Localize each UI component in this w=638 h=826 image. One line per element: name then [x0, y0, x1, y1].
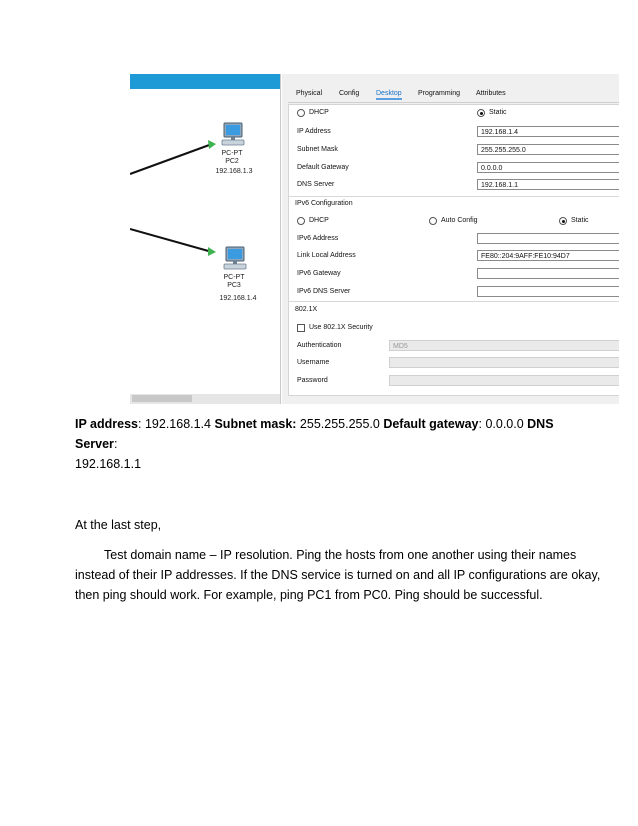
dns-server-label: DNS Server	[297, 181, 335, 188]
tab-attributes[interactable]: Attributes	[476, 90, 506, 97]
authentication-select[interactable]: MD5	[389, 340, 619, 351]
tab-config[interactable]: Config	[339, 90, 360, 97]
dot1x-section-label: 802.1X	[295, 306, 318, 313]
ipv6-auto-config-radio[interactable]	[429, 217, 437, 225]
dns-server-colon: :	[113, 437, 118, 451]
instructions-line-3: then ping should work. For example, ping PC1 from PC0. Ping should be successful.	[75, 588, 543, 602]
instructions-line-2: instead of their IP addresses. If the DNS service is turned on and all IP configurations are okay,	[75, 568, 601, 582]
authentication-label: Authentication	[297, 342, 342, 349]
password-label: Password	[297, 377, 328, 384]
tab-desktop[interactable]: Desktop	[376, 90, 402, 100]
subnet-mask-term: Subnet mask:	[214, 417, 297, 431]
pc3-name-label: PC3	[227, 282, 241, 289]
topology-horizontal-scrollbar[interactable]	[130, 394, 280, 404]
ipv6-dns-server-label: IPv6 DNS Server	[297, 288, 351, 295]
dns-server-value: 192.168.1.1	[75, 457, 142, 471]
topology-links	[130, 74, 280, 394]
link-status-pc2-icon	[208, 140, 216, 149]
pc2-ip-label: 192.168.1.3	[215, 168, 253, 175]
ip-address-value: : 192.168.1.4	[138, 417, 215, 431]
scrollbar-thumb[interactable]	[132, 395, 192, 402]
ipv6-address-field[interactable]	[477, 233, 619, 244]
dot1x-divider	[289, 301, 619, 302]
ip-address-label: IP Address	[297, 128, 331, 135]
ipv6-static-label: Static	[571, 217, 589, 224]
pc2-name-label: PC2	[225, 158, 239, 165]
ipv4-static-label: Static	[489, 109, 507, 116]
dns-server-term: DNS Server	[75, 417, 554, 451]
default-gateway-label: Default Gateway	[297, 164, 349, 171]
ipv6-address-label: IPv6 Address	[297, 235, 339, 242]
ip-address-term: IP address	[75, 417, 139, 431]
use-8021x-checkbox[interactable]	[297, 324, 305, 332]
topology-workspace	[130, 74, 281, 404]
username-label: Username	[297, 359, 330, 366]
pc3-ip-label: 192.168.1.4	[219, 295, 257, 302]
default-gateway-term: Default gateway	[383, 417, 479, 431]
link-pc2	[130, 144, 212, 174]
device-config-panel	[282, 74, 619, 404]
last-step-heading: At the last step,	[75, 518, 162, 532]
panel-tabs	[288, 88, 619, 103]
pc3-computer-icon[interactable]	[222, 246, 248, 272]
link-local-address-field[interactable]: FE80::204:9AFF:FE10:94D7	[477, 250, 619, 261]
ipv6-dhcp-radio[interactable]	[297, 217, 305, 225]
ip-summary-paragraph	[75, 414, 595, 474]
password-field[interactable]	[389, 375, 619, 386]
username-field[interactable]	[389, 357, 619, 368]
subnet-mask-field[interactable]: 255.255.255.0	[477, 144, 619, 155]
use-8021x-label: Use 802.1X Security	[309, 324, 373, 331]
link-pc3	[130, 229, 212, 252]
subnet-mask-label: Subnet Mask	[297, 146, 338, 153]
pc3-type-label: PC-PT	[223, 274, 245, 281]
ipv6-gateway-field[interactable]	[477, 268, 619, 279]
dns-server-field[interactable]: 192.168.1.1	[477, 179, 619, 190]
default-gateway-value: : 0.0.0.0	[478, 417, 528, 431]
ipv6-dhcp-label: DHCP	[309, 217, 329, 224]
ip-configuration-form	[288, 104, 619, 396]
ipv6-gateway-label: IPv6 Gateway	[297, 270, 341, 277]
ipv4-dhcp-label: DHCP	[309, 109, 329, 116]
link-status-pc3-icon	[208, 247, 216, 256]
tab-programming[interactable]: Programming	[418, 90, 461, 97]
tab-physical[interactable]: Physical	[296, 90, 323, 97]
ipv6-divider	[289, 196, 619, 197]
ipv6-auto-config-label: Auto Config	[441, 217, 478, 224]
ipv6-section-label: IPv6 Configuration	[295, 200, 353, 207]
ip-address-field[interactable]: 192.168.1.4	[477, 126, 619, 137]
instructions-line-1: Test domain name – IP resolution. Ping the hosts from one another using their names	[104, 548, 577, 562]
packet-tracer-screenshot	[130, 74, 619, 404]
pc2-type-label: PC-PT	[221, 150, 243, 157]
link-local-address-label: Link Local Address	[297, 252, 356, 259]
default-gateway-field[interactable]: 0.0.0.0	[477, 162, 619, 173]
pc2-computer-icon[interactable]	[220, 122, 246, 148]
ipv4-static-radio[interactable]	[477, 109, 485, 117]
subnet-mask-value: 255.255.255.0	[296, 417, 384, 431]
ipv6-static-radio[interactable]	[559, 217, 567, 225]
ipv4-dhcp-radio[interactable]	[297, 109, 305, 117]
ipv6-dns-server-field[interactable]	[477, 286, 619, 297]
